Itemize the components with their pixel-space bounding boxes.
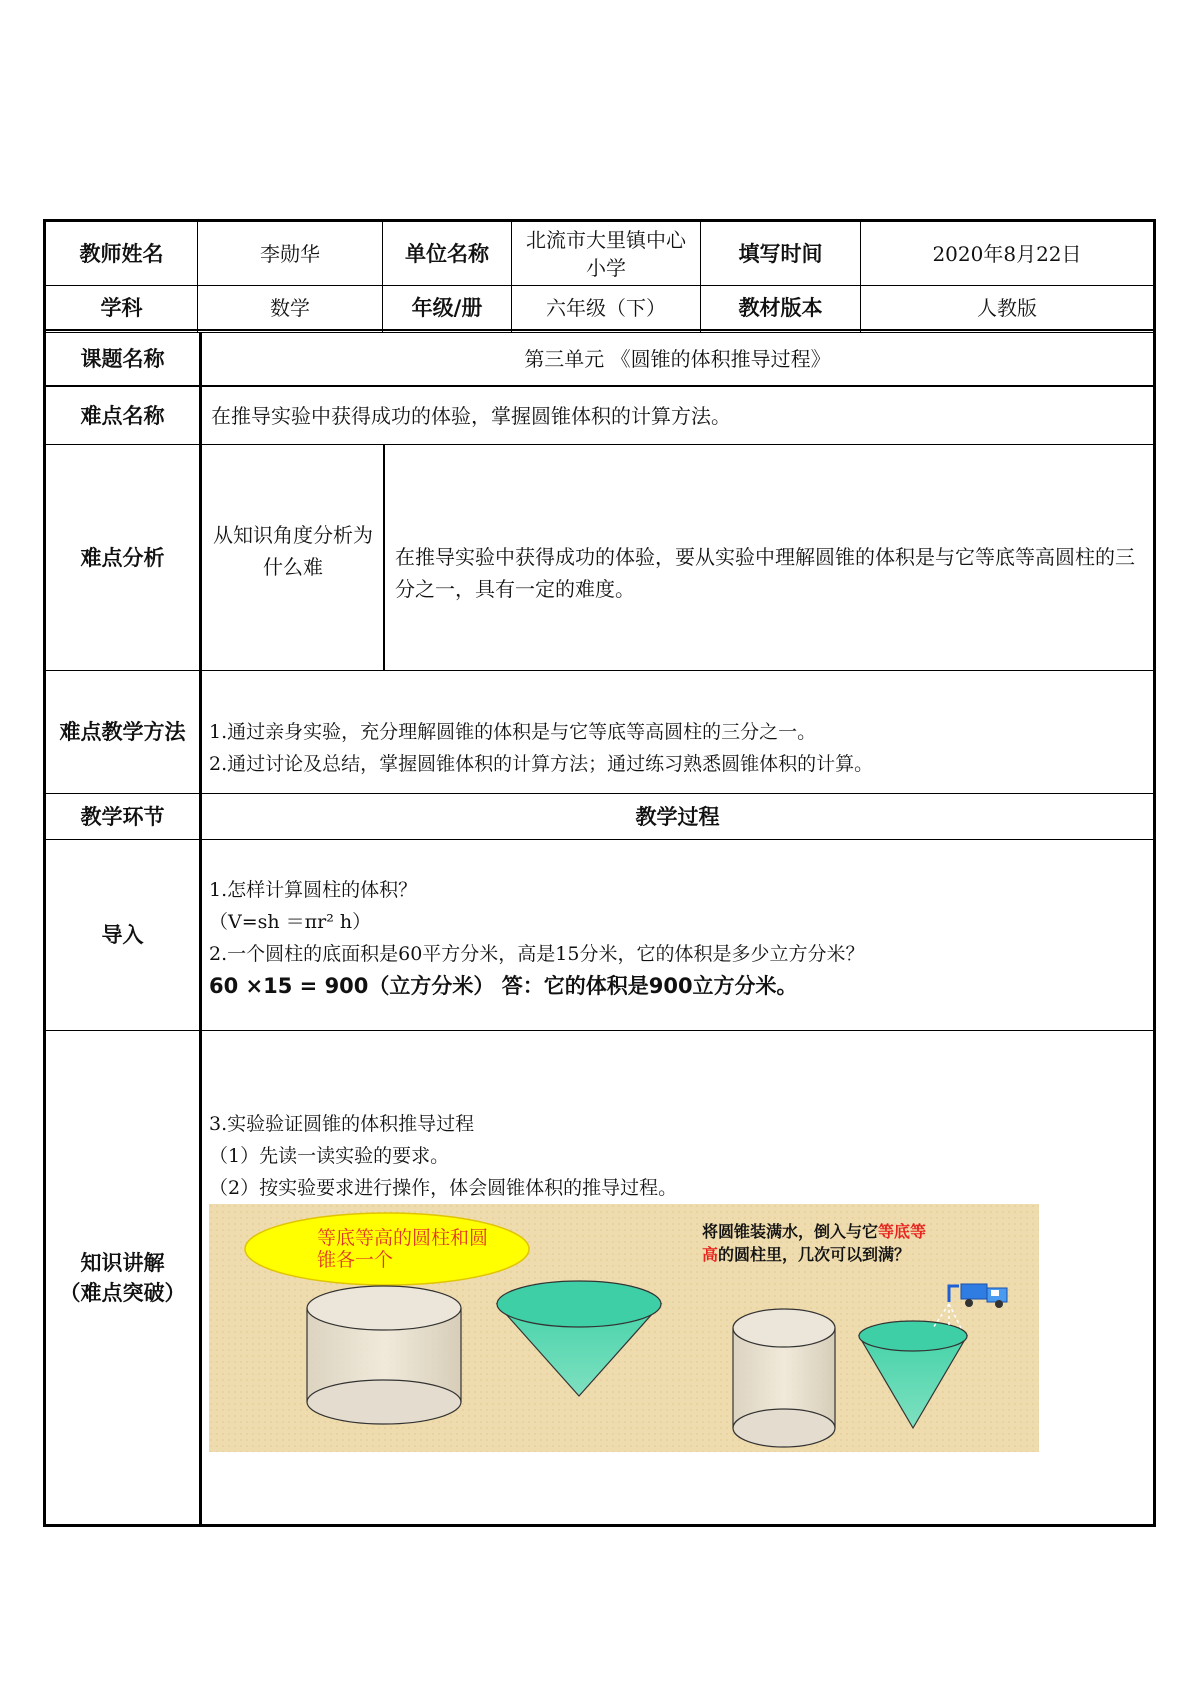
cylinder-right: [733, 1309, 835, 1447]
fill-date-label: 填写时间: [738, 241, 823, 266]
analysis-sub-label: 从知识角度分析为什么难: [213, 523, 373, 579]
unit-name-value: 北流市大里镇中心小学: [526, 227, 686, 280]
method-line: 1.通过亲身实验，充分理解圆锥的体积是与它等底等高圆柱的三分之一。: [209, 721, 817, 743]
lesson-plan-table: [43, 219, 1156, 1527]
intro-lines: [209, 874, 1149, 1002]
column-divider: [199, 332, 202, 1527]
difficulty-value: 在推导实验中获得成功的体验，掌握圆锥体积的计算方法。: [211, 403, 731, 428]
edition-label: 教材版本: [738, 295, 823, 320]
unit-name-label: 单位名称: [405, 241, 489, 266]
intro-line: 2.一个圆柱的底面积是60平方分米，高是15分米，它的体积是多少立方分米？: [209, 943, 865, 965]
table-border-right: [1153, 219, 1156, 1527]
knowledge-label: [46, 1031, 199, 1524]
difficulty-label: 难点名称: [80, 403, 165, 428]
grade-label: 年级/册: [411, 295, 483, 320]
column-divider: [383, 444, 385, 670]
process-header: 教学过程: [635, 804, 720, 829]
knowledge-line: （2）按实验要求进行操作，体会圆锥体积的推导过程。: [209, 1177, 678, 1199]
grade-value: 六年级（下）: [546, 295, 666, 320]
fill-date-value: 2020年8月22日: [932, 241, 1082, 266]
topic-label: 课题名称: [80, 347, 165, 371]
table-border-bottom: [43, 1524, 1156, 1527]
analysis-label: 难点分析: [80, 545, 165, 570]
method-label: 难点教学方法: [59, 720, 186, 744]
intro-answer: 60 ×15 = 900（立方分米） 答：它的体积是900立方分米。: [209, 974, 798, 998]
knowledge-line: （1）先读一读实验的要求。: [209, 1145, 450, 1167]
knowledge-line: 3.实验验证圆锥的体积推导过程: [209, 1113, 475, 1135]
intro-label: 导入: [101, 923, 144, 947]
teacher-name-value: 李勋华: [260, 241, 320, 266]
row-divider: [43, 444, 1156, 445]
subject-value: 数学: [270, 295, 310, 320]
row-divider: [43, 839, 1156, 840]
subject-label: 学科: [100, 295, 143, 320]
method-line: 2.通过讨论及总结，掌握圆锥体积的计算方法；通过练习熟悉圆锥体积的计算。: [209, 753, 874, 775]
row-divider: [43, 1030, 1156, 1031]
row-divider: [43, 329, 1156, 331]
intro-line: （V=sh ＝πr² h）: [209, 911, 372, 933]
topic-value: 第三单元 《圆锥的体积推导过程》: [524, 347, 831, 371]
bubble-text-line1: 等底等高的圆柱和圆: [317, 1227, 489, 1249]
question-text-line2: 高的圆柱里，几次可以到满？: [702, 1245, 911, 1264]
knowledge-label-line: （难点突破）: [59, 1280, 186, 1305]
intro-line: 1.怎样计算圆柱的体积？: [209, 879, 418, 901]
bubble-text-line2: 锥各一个: [317, 1249, 394, 1271]
edition-value: 人教版: [977, 295, 1037, 320]
teacher-name-label: 教师姓名: [79, 241, 164, 266]
analysis-value: 在推导实验中获得成功的体验，要从实验中理解圆锥的体积是与它等底等高圆柱的三分之一，具有一定的难度。: [395, 545, 1135, 601]
knowledge-lines: [209, 1108, 1149, 1204]
row-divider: [43, 670, 1156, 671]
method-lines: [209, 716, 1149, 780]
experiment-slide-image: [209, 1204, 1039, 1452]
cylinder-left: [307, 1286, 461, 1424]
stage-header: 教学环节: [80, 804, 165, 829]
knowledge-label-line: 知识讲解: [80, 1250, 165, 1275]
question-text-line1: 将圆锥装满水，倒入与它等底等: [702, 1222, 927, 1241]
